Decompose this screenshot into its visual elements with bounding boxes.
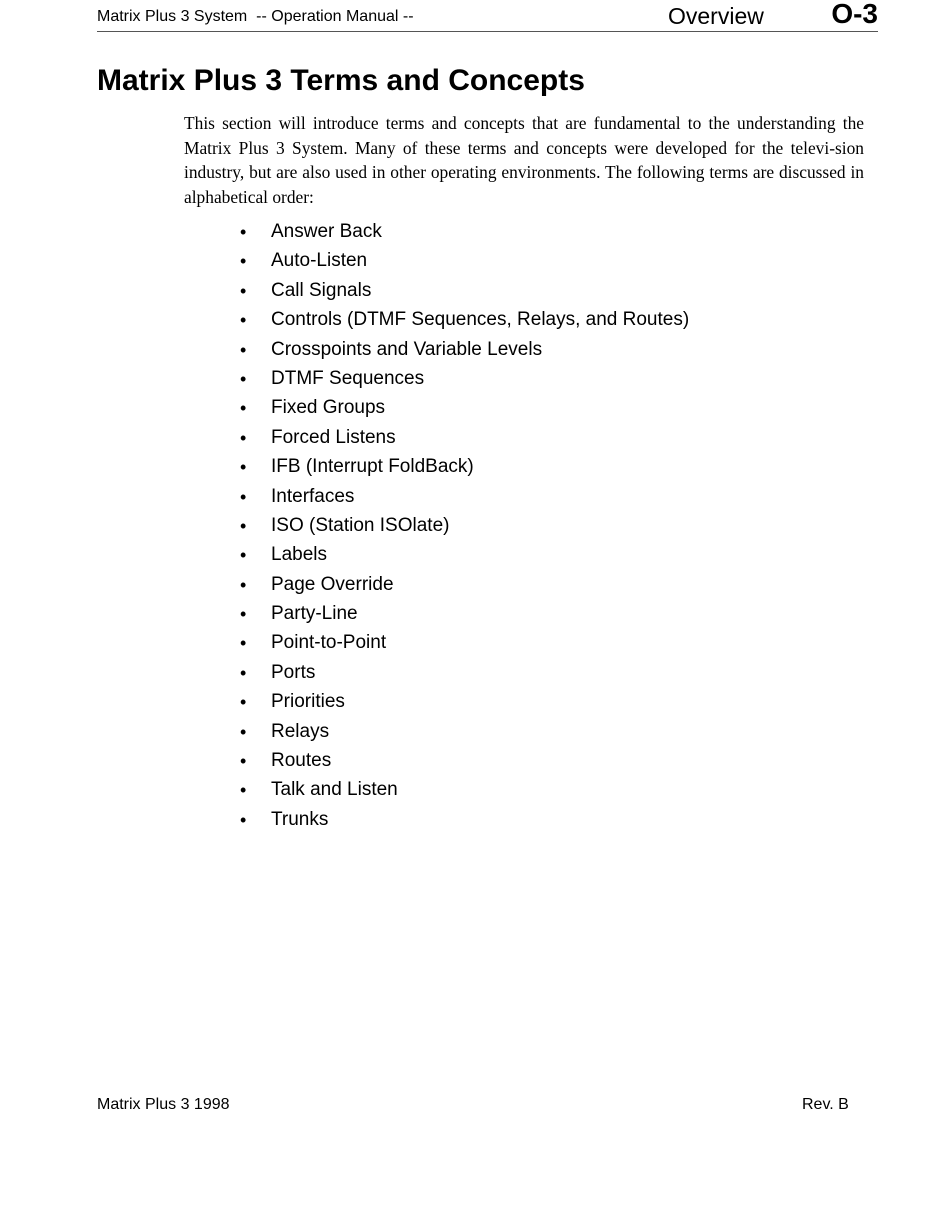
list-item xyxy=(0,661,700,690)
manual-title: Matrix Plus 3 System -- Operation Manual -- xyxy=(97,8,414,25)
bullet-icon: • xyxy=(240,368,247,389)
bullet-icon: • xyxy=(240,574,247,595)
list-item xyxy=(0,690,700,719)
bullet-icon: • xyxy=(240,280,247,301)
bullet-icon: • xyxy=(240,251,247,272)
term-label: Labels xyxy=(271,544,327,566)
term-label: Auto-Listen xyxy=(271,250,368,272)
list-item xyxy=(0,514,700,543)
term-label: Page Override xyxy=(271,573,394,595)
page-header xyxy=(97,0,878,32)
section-name: Overview xyxy=(668,3,764,29)
term-label: Fixed Groups xyxy=(271,397,386,419)
list-item xyxy=(0,249,700,278)
list-item xyxy=(0,543,700,572)
term-label: Talk and Listen xyxy=(271,779,398,801)
term-label: Routes xyxy=(271,750,332,772)
term-label: Ports xyxy=(271,661,316,683)
bullet-icon: • xyxy=(240,486,247,507)
bullet-icon: • xyxy=(240,721,247,742)
list-item xyxy=(0,426,700,455)
bullet-icon: • xyxy=(240,427,247,448)
list-item xyxy=(0,455,700,484)
bullet-icon: • xyxy=(240,398,247,419)
list-item xyxy=(0,749,700,778)
bullet-icon: • xyxy=(240,692,247,713)
term-label: Answer Back xyxy=(271,221,382,242)
term-label: Interfaces xyxy=(271,485,355,507)
bullet-icon: • xyxy=(240,662,247,683)
list-item xyxy=(0,720,700,749)
bullet-icon: • xyxy=(240,809,247,830)
term-label: Crosspoints and Variable Levels xyxy=(271,338,543,360)
bullet-icon: • xyxy=(240,633,247,654)
bullet-icon: • xyxy=(240,457,247,478)
term-label: Trunks xyxy=(271,808,329,830)
term-label: DTMF Sequences xyxy=(271,367,425,389)
term-label: Relays xyxy=(271,720,330,742)
list-item xyxy=(0,220,700,249)
list-item xyxy=(0,308,700,337)
bullet-icon: • xyxy=(240,339,247,360)
list-item xyxy=(0,279,700,308)
list-item xyxy=(0,338,700,367)
term-label: Party-Line xyxy=(271,603,358,625)
term-label: Controls (DTMF Sequences, Relays, and Routes) xyxy=(271,309,690,331)
list-item xyxy=(0,396,700,425)
footer-revision: Rev. B xyxy=(802,1096,849,1113)
term-label: ISO (Station ISOlate) xyxy=(271,514,450,536)
list-item xyxy=(0,631,700,660)
intro-paragraph: This section will introduce terms and concepts that are fundamental to the understanding the Matrix Plus 3 System. Many of these terms and concepts were developed for the televi-sion industry, but are also used in other operating environments. The following terms are discussed in alphabetical order: xyxy=(184,113,864,207)
terms-list xyxy=(0,220,700,837)
footer-copyright: Matrix Plus 3 1998 xyxy=(97,1096,230,1113)
term-label: Priorities xyxy=(271,691,345,713)
page-title: Matrix Plus 3 Terms and Concepts xyxy=(97,64,585,97)
term-label: Forced Listens xyxy=(271,426,396,448)
list-item xyxy=(0,808,700,837)
bullet-icon: • xyxy=(240,515,247,536)
term-label: Point-to-Point xyxy=(271,632,387,654)
list-item xyxy=(0,573,700,602)
bullet-icon: • xyxy=(240,751,247,772)
list-item xyxy=(0,778,700,807)
bullet-icon: • xyxy=(240,222,247,242)
bullet-icon: • xyxy=(240,604,247,625)
page-number: O-3 xyxy=(831,0,878,29)
list-item xyxy=(0,367,700,396)
bullet-icon: • xyxy=(240,310,247,331)
bullet-icon: • xyxy=(240,780,247,801)
bullet-icon: • xyxy=(240,545,247,566)
term-label: Call Signals xyxy=(271,279,372,301)
list-item xyxy=(0,485,700,514)
term-label: IFB (Interrupt FoldBack) xyxy=(271,456,474,478)
list-item xyxy=(0,602,700,631)
